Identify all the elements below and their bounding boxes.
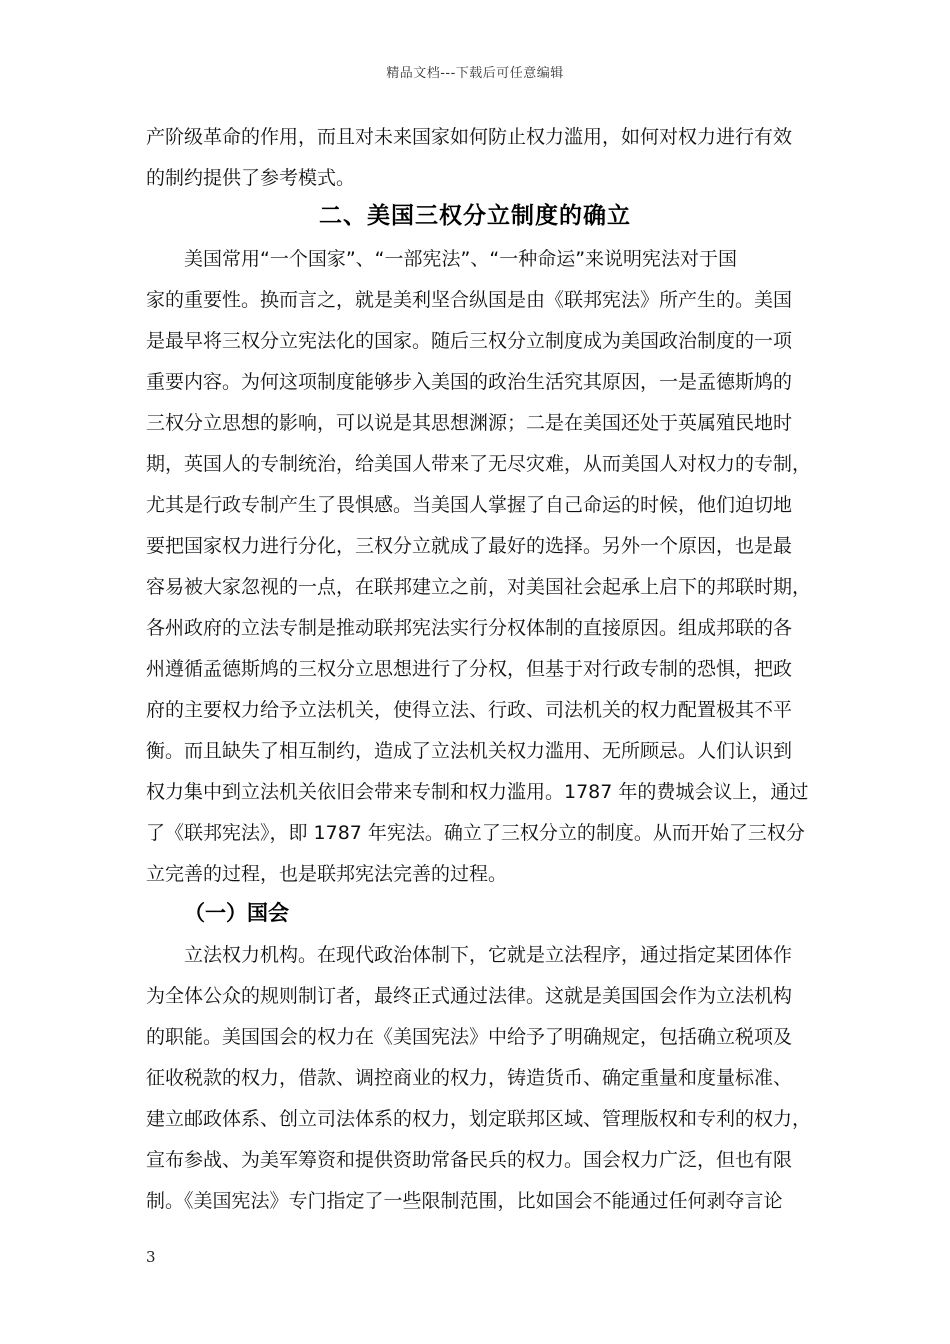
- body-text-line: 征收税款的权力，借款、调控商业的权力，铸造货币、确定重量和度量标准、: [146, 1067, 793, 1089]
- body-text-line: 为全体公众的规则制订者，最终正式通过法律。这就是美国国会作为立法机构: [146, 985, 793, 1007]
- body-text-line: 尤其是行政专制产生了畏惧感。当美国人掌握了自己命运的时候，他们迫切地: [146, 494, 793, 516]
- body-text-line: 产阶级革命的作用，而且对未来国家如何防止权力滥用，如何对权力进行有效: [146, 126, 793, 148]
- page-header-note: 精品文档---下载后可任意编辑: [386, 66, 564, 81]
- body-text-line: 容易被大家忽视的一点，在联邦建立之前，对美国社会起承上启下的邦联时期，: [146, 576, 812, 598]
- body-text-line: 期，英国人的专制统治，给美国人带来了无尽灾难，从而美国人对权力的专制，: [146, 453, 812, 475]
- body-text-line: 衡。而且缺失了相互制约，造成了立法机关权力滥用、无所顾忌。人们认识到: [146, 740, 793, 762]
- body-text-line: 家的重要性。换而言之，就是美利坚合纵国是由《联邦宪法》所产生的。美国: [146, 289, 793, 311]
- body-text-line: 立完善的过程，也是联邦宪法完善的过程。: [146, 863, 508, 885]
- body-text-line: 制。《美国宪法》专门指定了一些限制范围，比如国会不能通过任何剥夺言论: [146, 1190, 783, 1212]
- body-text-line: 是最早将三权分立宪法化的国家。随后三权分立制度成为美国政治制度的一项: [146, 330, 793, 352]
- body-text-line: 了《联邦宪法》，即 1787 年宪法。确立了三权分立的制度。从而开始了三权分: [146, 822, 805, 844]
- body-text-line: 三权分立思想的影响，可以说是其思想渊源；二是在美国还处于英属殖民地时: [146, 412, 793, 434]
- body-text-line: 建立邮政体系、创立司法体系的权力，划定联邦区域、管理版权和专利的权力，: [146, 1108, 812, 1130]
- body-text-line: 府的主要权力给予立法机关，使得立法、行政、司法机关的权力配置极其不平: [146, 699, 793, 721]
- body-text-line: 的制约提供了参考模式。: [146, 167, 356, 189]
- body-text-line: 宣布参战、为美军筹资和提供资助常备民兵的权力。国会权力广泛，但也有限: [146, 1149, 793, 1171]
- section-heading: 二、美国三权分立制度的确立: [319, 203, 631, 229]
- body-text-line: 美国常用“一个国家”、“一部宪法”、“一种命运”来说明宪法对于国: [184, 248, 738, 270]
- body-text-line: 各州政府的立法专制是推动联邦宪法实行分权体制的直接原因。组成邦联的各: [146, 617, 793, 639]
- body-text-line: 要把国家权力进行分化，三权分立就成了最好的选择。另外一个原因，也是最: [146, 535, 793, 557]
- body-text-line: 立法权力机构。在现代政治体制下，它就是立法程序，通过指定某团体作: [184, 944, 793, 966]
- subsection-heading: （一）国会: [184, 901, 289, 925]
- body-text-line: 权力集中到立法机关依旧会带来专制和权力滥用。1787 年的费城会议上，通过: [146, 781, 809, 803]
- page-number: 3: [146, 1248, 156, 1266]
- body-text-line: 州遵循孟德斯鸠的三权分立思想进行了分权，但基于对行政专制的恐惧，把政: [146, 658, 793, 680]
- body-text-line: 的职能。美国国会的权力在《美国宪法》中给予了明确规定，包括确立税项及: [146, 1026, 793, 1048]
- body-text-line: 重要内容。为何这项制度能够步入美国的政治生活究其原因，一是孟德斯鸠的: [146, 371, 793, 393]
